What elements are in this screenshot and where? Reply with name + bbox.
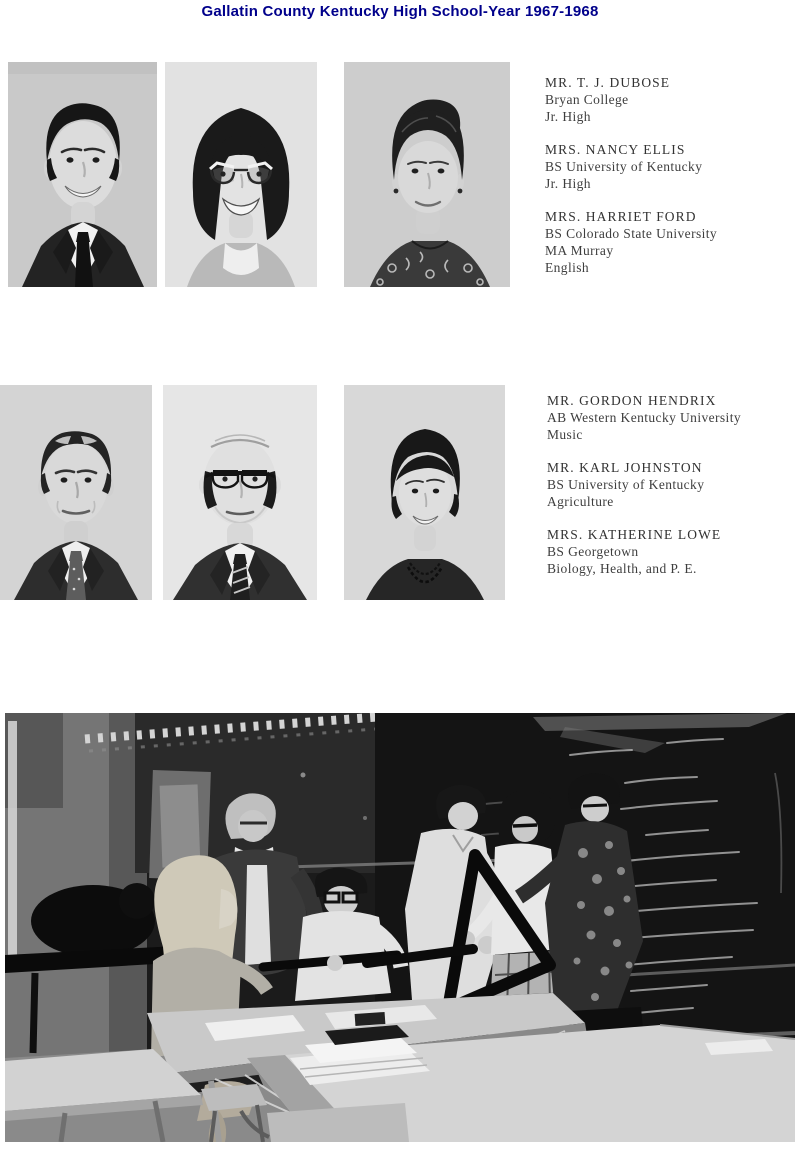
- faculty-list-row2: [547, 392, 800, 593]
- faculty-entry: [547, 392, 800, 443]
- faculty-credential: BS University of Kentucky: [547, 477, 705, 492]
- faculty-credential: Jr. High: [545, 176, 591, 191]
- faculty-name: MRS. HARRIET FORD: [545, 209, 697, 224]
- faculty-entry: [545, 141, 800, 192]
- faculty-credential: Jr. High: [545, 109, 591, 124]
- faculty-list-row1: [545, 74, 800, 292]
- page-title: Gallatin County Kentucky High School-Year 1967-1968: [201, 3, 599, 20]
- portrait-photo-dubose: [8, 62, 157, 287]
- portrait-mr-gordon-hendrix: [0, 385, 152, 600]
- portrait-photo-ellis: [165, 62, 317, 287]
- faculty-entry: [545, 208, 800, 276]
- faculty-credential: English: [545, 260, 590, 275]
- faculty-credential: Bryan College: [545, 92, 629, 107]
- faculty-credential: BS Colorado State University: [545, 226, 718, 241]
- faculty-credential: BS University of Kentucky: [545, 159, 703, 174]
- portrait-photo-johnston: [163, 385, 317, 600]
- portrait-mr-karl-johnston: [163, 385, 317, 600]
- faculty-entry: [545, 74, 800, 125]
- portrait-photo-hendrix: [0, 385, 152, 600]
- classroom-photo-image: [5, 713, 795, 1142]
- faculty-name: MR. T. J. DUBOSE: [545, 75, 671, 90]
- portrait-mrs-nancy-ellis: [165, 62, 317, 287]
- portrait-mrs-harriet-ford: [344, 62, 510, 287]
- faculty-credential: Agriculture: [547, 494, 614, 509]
- portrait-photo-ford: [344, 62, 510, 287]
- faculty-credential: Music: [547, 427, 583, 442]
- portrait-photo-lowe: [344, 385, 505, 600]
- faculty-credential: AB Western Kentucky University: [547, 410, 742, 425]
- faculty-name: MR. KARL JOHNSTON: [547, 460, 703, 475]
- faculty-credential: MA Murray: [545, 243, 614, 258]
- portrait-mrs-katherine-lowe: [344, 385, 505, 600]
- classroom-photo: [5, 713, 795, 1142]
- portrait-mr-t-j-dubose: [8, 62, 157, 287]
- faculty-credential: BS Georgetown: [547, 544, 639, 559]
- faculty-name: MRS. KATHERINE LOWE: [547, 527, 722, 542]
- faculty-credential: Biology, Health, and P. E.: [547, 561, 697, 576]
- faculty-name: MRS. NANCY ELLIS: [545, 142, 686, 157]
- faculty-name: MR. GORDON HENDRIX: [547, 393, 717, 408]
- faculty-entry: [547, 526, 800, 577]
- faculty-entry: [547, 459, 800, 510]
